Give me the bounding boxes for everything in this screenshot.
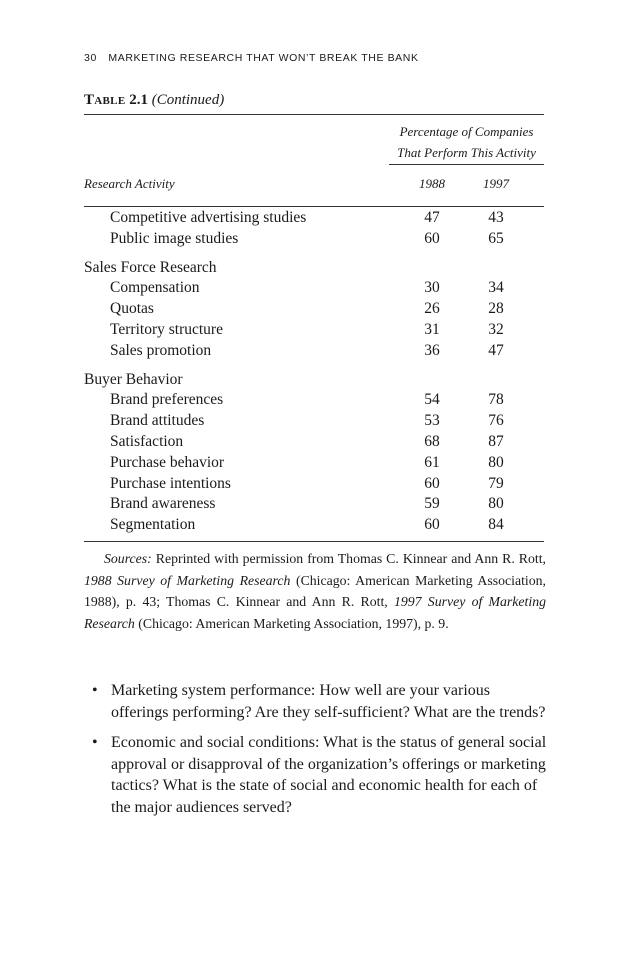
value-1997: 32 [488, 320, 504, 338]
header-research-activity: Research Activity [84, 176, 175, 191]
bullet-dot-icon: • [92, 682, 98, 699]
category-label: Sales Force Research [84, 258, 217, 276]
value-1997: 80 [488, 453, 504, 471]
value-1997: 47 [488, 341, 504, 359]
column-group-rule [389, 164, 544, 165]
value-1988: 60 [424, 229, 440, 247]
table-row [84, 411, 544, 432]
table-title [84, 92, 224, 109]
value-1997: 78 [488, 391, 504, 409]
table-body [84, 208, 544, 536]
table-top-rule [84, 114, 544, 115]
activity-label: Compensation [110, 279, 200, 297]
activity-label: Sales promotion [110, 341, 212, 359]
column-group-heading-line1: Percentage of Companies [399, 124, 534, 139]
table-row [84, 229, 544, 250]
sources-text-2: (Chicago: American Marketing Association, 1988), p. 43; Thomas C. Kinnear and Ann R. Rott, [84, 572, 546, 609]
bullet-text: Economic and social conditions: What is the status of general social approval or disapproval of the organization’s offerings or marketing tactics? What is the state of social and economic health for each of the major audiences served? [111, 734, 547, 816]
table-header-rule [84, 206, 544, 207]
table-row [84, 341, 544, 362]
sources-label: Sources: [104, 551, 152, 566]
table-category-row [84, 258, 544, 279]
value-1988: 30 [424, 279, 440, 297]
header-year-1988: 1988 [419, 176, 445, 191]
value-1988: 61 [424, 453, 440, 471]
activity-label: Satisfaction [110, 432, 184, 450]
activity-label: Quotas [110, 300, 154, 318]
table-continued: (Continued) [151, 92, 225, 108]
running-head [84, 52, 419, 64]
table-row [84, 320, 544, 341]
value-1988: 36 [424, 341, 440, 359]
bullet-list [92, 680, 547, 828]
table-bottom-rule [84, 541, 544, 542]
value-1988: 59 [424, 495, 440, 513]
header-year-1997: 1997 [483, 176, 509, 191]
value-1988: 31 [424, 320, 440, 338]
value-1988: 68 [424, 432, 440, 450]
table-row [84, 390, 544, 411]
column-group-heading-line2: That Perform This Activity [397, 145, 536, 160]
running-head-title: MARKETING RESEARCH THAT WON’T BREAK THE BANK [108, 52, 419, 64]
table-number: 2.1 [129, 92, 148, 108]
value-1997: 65 [488, 229, 504, 247]
sources-title-1988: 1988 Survey of Marketing Research [84, 572, 291, 588]
category-label: Buyer Behavior [84, 370, 183, 388]
activity-label: Competitive advertising studies [110, 209, 307, 226]
value-1997: 87 [488, 432, 504, 450]
value-1997: 76 [488, 412, 504, 430]
table-row [84, 299, 544, 320]
value-1988: 60 [424, 516, 440, 534]
table-category-row [84, 370, 544, 391]
table-row [84, 494, 544, 515]
value-1997: 84 [488, 516, 504, 534]
value-1997: 43 [488, 209, 504, 226]
value-1988: 53 [424, 412, 440, 430]
sources-text-3: (Chicago: American Marketing Association, 1997), p. 9. [134, 615, 449, 631]
table-row [84, 208, 544, 229]
value-1988: 26 [424, 300, 440, 318]
bullet-item [92, 732, 547, 818]
value-1988: 60 [424, 474, 440, 492]
sources-text-1: Reprinted with permission from Thomas C. Kinnear and Ann R. Rott, [151, 551, 546, 566]
sources-title-1997: 1997 Survey of Marketing Research [84, 594, 547, 631]
table-row [84, 432, 544, 453]
value-1988: 54 [424, 391, 440, 409]
activity-label: Territory structure [110, 320, 223, 338]
activity-label: Segmentation [110, 516, 196, 534]
table-sources-note [84, 548, 546, 634]
value-1997: 79 [488, 474, 504, 492]
table-row [84, 515, 544, 536]
value-1997: 34 [488, 279, 504, 297]
activity-label: Brand awareness [110, 495, 216, 513]
activity-label: Public image studies [110, 229, 239, 247]
value-1997: 80 [488, 495, 504, 513]
bullet-dot-icon: • [92, 734, 98, 752]
activity-label: Purchase intentions [110, 474, 231, 492]
table-label: Table [84, 92, 126, 108]
table-row [84, 453, 544, 474]
page-number: 30 [84, 52, 97, 64]
activity-label: Brand attitudes [110, 412, 205, 430]
activity-label: Purchase behavior [110, 453, 225, 471]
bullet-item [92, 680, 547, 723]
table-row [84, 278, 544, 299]
activity-label: Brand preferences [110, 391, 224, 409]
bullet-text: Marketing system performance: How well are your various offerings performing? Are they self-sufficient? What are the trends? [111, 682, 546, 721]
value-1997: 28 [488, 300, 504, 318]
value-1988: 47 [424, 209, 440, 226]
table-row [84, 474, 544, 495]
